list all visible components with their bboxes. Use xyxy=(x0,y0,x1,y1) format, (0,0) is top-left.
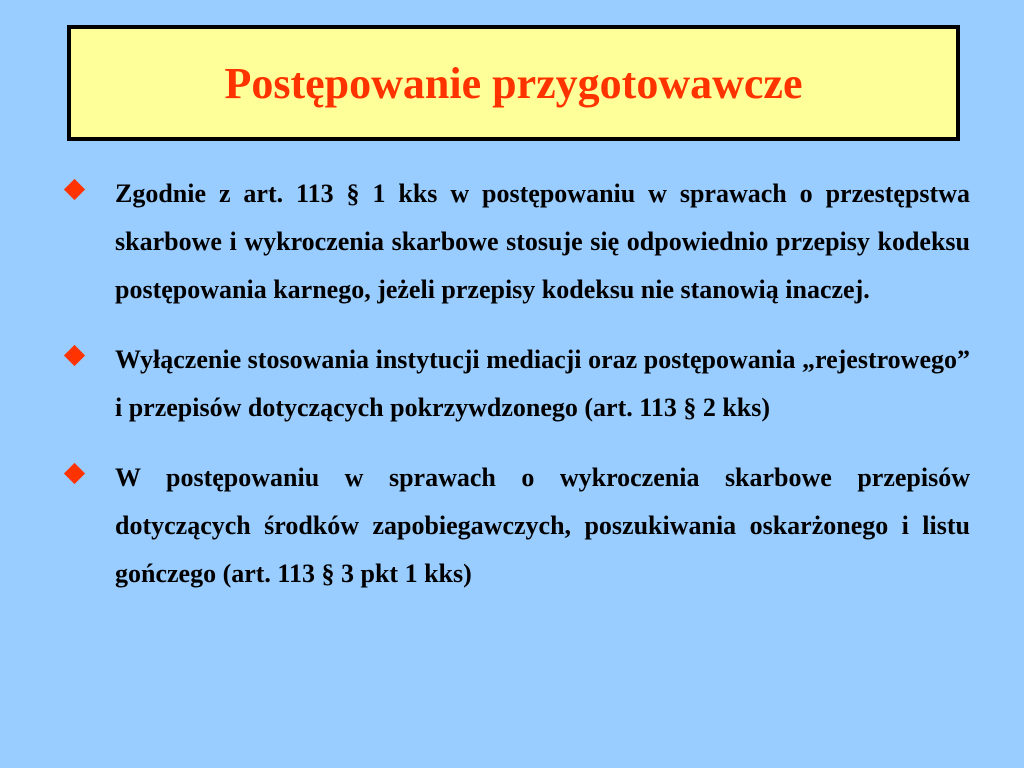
bullet-item xyxy=(65,336,970,432)
bullet-item xyxy=(65,454,970,598)
bullet-text: W postępowaniu w sprawach o wykroczenia skarbowe przepisów dotyczących środków zapobiegawczych, poszukiwania oskarżonego i listu gończego (art. 113 § 3 pkt 1 kks) xyxy=(115,463,970,588)
bullet-text: Wyłączenie stosowania instytucji mediacji oraz postępowania „rejestrowego” i przepisów dotyczących pokrzywdzonego (art. 113 § 2 kks) xyxy=(115,345,970,422)
slide-title: Postępowanie przygotowawcze xyxy=(224,58,803,108)
bullet-item xyxy=(65,170,970,314)
diamond-bullet-icon xyxy=(64,463,85,484)
diamond-bullet-icon xyxy=(64,345,85,366)
bullet-text: Zgodnie z art. 113 § 1 kks w postępowaniu w sprawach o przestępstwa skarbowe i wykroczenia skarbowe stosuje się odpowiednio przepisy kodeksu postępowania karnego, jeżeli przepisy kodeksu nie stanowią inaczej. xyxy=(115,179,970,304)
bullet-list xyxy=(65,170,970,598)
diamond-bullet-icon xyxy=(64,179,85,200)
title-box xyxy=(67,25,960,141)
